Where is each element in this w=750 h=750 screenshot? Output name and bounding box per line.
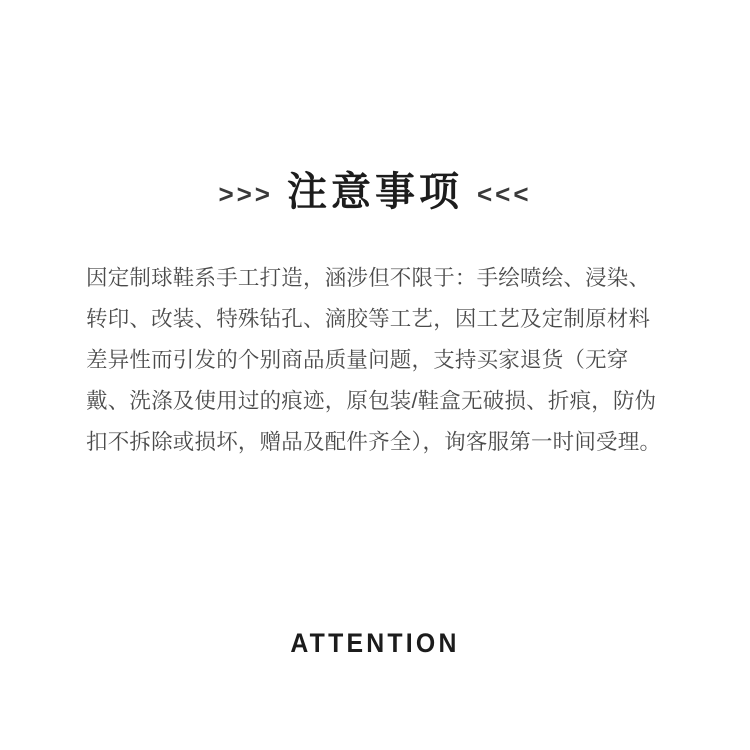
notice-body-text: 因定制球鞋系手工打造，涵涉但不限于：手绘喷绘、浸染、转印、改装、特殊钻孔、滴胶等工艺，因工艺及定制原材料差异性而引发的个别商品质量问题，支持买家退货（无穿戴、洗涤及使用过的痕迹，原包装/鞋盒无破损、折痕，防伪扣不拆除或损坏，赠品及配件齐全），询客服第一时间受理。 [86, 266, 662, 454]
page-title: 注意事项 [287, 170, 463, 214]
left-arrow-marker-icon: >>> [218, 179, 273, 209]
page-heading [0, 172, 750, 212]
footer-attention-label: ATTENTION [290, 628, 460, 658]
right-arrow-marker-icon: <<< [477, 179, 532, 209]
